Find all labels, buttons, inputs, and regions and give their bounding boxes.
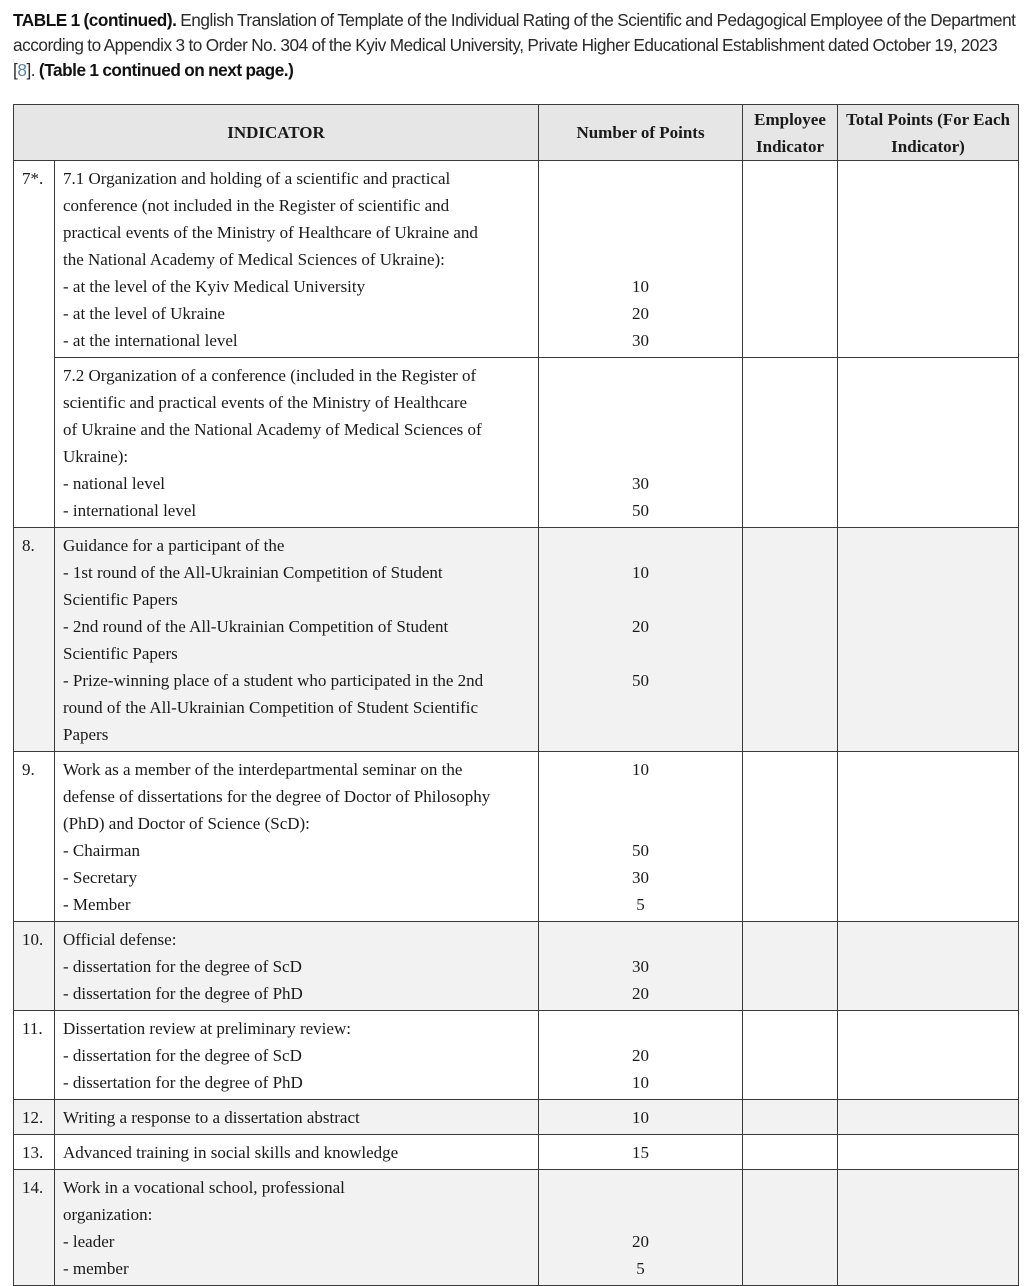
indicator-line: - Member xyxy=(63,895,131,914)
points-value xyxy=(539,783,742,810)
points-value xyxy=(539,362,742,389)
table-row xyxy=(14,1170,1019,1286)
indicator-line: round of the All-Ukrainian Competition of Student Scientific xyxy=(63,698,479,717)
table-row xyxy=(14,1100,1019,1135)
table-row xyxy=(14,528,1019,752)
points-value: 20 xyxy=(632,1046,650,1065)
indicator-cell xyxy=(55,1100,539,1135)
points-cell xyxy=(539,1100,743,1135)
table-row xyxy=(14,922,1019,1011)
points-cell xyxy=(539,752,743,922)
total-points-cell[interactable] xyxy=(838,752,1019,922)
points-value xyxy=(539,1015,742,1042)
table-body xyxy=(14,161,1019,1286)
total-points-cell[interactable] xyxy=(838,1011,1019,1100)
indicator-line: Official defense: xyxy=(63,930,177,949)
points-value xyxy=(539,532,742,559)
table-row xyxy=(14,1135,1019,1170)
points-value xyxy=(539,246,742,273)
indicator-cell xyxy=(55,1135,539,1170)
indicator-line: Ukraine): xyxy=(63,447,129,466)
row-number: 7*. xyxy=(14,161,55,528)
points-value: 50 xyxy=(632,501,650,520)
points-value: 30 xyxy=(632,957,650,976)
table-row xyxy=(14,161,1019,358)
indicator-line: Guidance for a participant of the xyxy=(63,536,285,555)
indicator-line: Advanced training in social skills and knowledge xyxy=(63,1143,399,1162)
points-value xyxy=(539,165,742,192)
total-points-cell[interactable] xyxy=(838,528,1019,752)
points-cell xyxy=(539,528,743,752)
points-value xyxy=(539,389,742,416)
table-row xyxy=(14,1011,1019,1100)
indicator-line: - Prize-winning place of a student who participated in the 2nd xyxy=(63,671,484,690)
row-number: 13. xyxy=(14,1135,55,1170)
employee-indicator-cell[interactable] xyxy=(743,1170,838,1286)
points-value: 10 xyxy=(632,1108,650,1127)
points-value xyxy=(539,1174,742,1201)
points-value: 10 xyxy=(632,1073,650,1092)
indicator-cell xyxy=(55,528,539,752)
points-value xyxy=(539,586,742,613)
points-value: 20 xyxy=(632,617,650,636)
points-value xyxy=(539,192,742,219)
employee-indicator-cell[interactable] xyxy=(743,161,838,358)
employee-indicator-cell[interactable] xyxy=(743,1135,838,1170)
points-value xyxy=(539,416,742,443)
indicator-line: conference (not included in the Register of scientific and xyxy=(63,196,450,215)
caption-label: TABLE 1 (continued). xyxy=(13,10,177,30)
indicator-cell xyxy=(55,1170,539,1286)
indicator-line: Work as a member of the interdepartmental seminar on the xyxy=(63,760,463,779)
points-value: 15 xyxy=(632,1143,650,1162)
rating-table xyxy=(13,104,1019,1286)
points-value xyxy=(539,721,742,748)
points-value xyxy=(539,640,742,667)
points-cell xyxy=(539,1011,743,1100)
indicator-line: (PhD) and Doctor of Science (ScD): xyxy=(63,814,310,833)
indicator-line: Dissertation review at preliminary review: xyxy=(63,1019,351,1038)
points-value xyxy=(539,443,742,470)
row-number: 12. xyxy=(14,1100,55,1135)
indicator-line: - at the level of Ukraine xyxy=(63,304,225,323)
total-points-cell[interactable] xyxy=(838,161,1019,358)
indicator-cell xyxy=(55,358,539,528)
row-number: 9. xyxy=(14,752,55,922)
points-value xyxy=(539,219,742,246)
points-header: Number of Points xyxy=(539,105,743,161)
table-row xyxy=(14,752,1019,922)
indicator-header: INDICATOR xyxy=(14,105,539,161)
indicator-line: - dissertation for the degree of ScD xyxy=(63,957,302,976)
points-value: 50 xyxy=(632,671,650,690)
points-cell xyxy=(539,922,743,1011)
indicator-cell xyxy=(55,752,539,922)
indicator-line: Scientific Papers xyxy=(63,590,178,609)
points-value xyxy=(539,810,742,837)
points-value xyxy=(539,926,742,953)
total-points-cell[interactable] xyxy=(838,1135,1019,1170)
indicator-line: - dissertation for the degree of ScD xyxy=(63,1046,302,1065)
points-cell xyxy=(539,1135,743,1170)
points-cell xyxy=(539,1170,743,1286)
indicator-line: 7.1 Organization and holding of a scientific and practical xyxy=(63,169,451,188)
row-number: 10. xyxy=(14,922,55,1011)
total-points-cell[interactable] xyxy=(838,1170,1019,1286)
indicator-line: defense of dissertations for the degree of Doctor of Philosophy xyxy=(63,787,491,806)
row-number: 14. xyxy=(14,1170,55,1286)
indicator-line: practical events of the Ministry of Healthcare of Ukraine and xyxy=(63,223,478,242)
indicator-line: - 1st round of the All-Ukrainian Competition of Student xyxy=(63,563,443,582)
indicator-line: - Chairman xyxy=(63,841,140,860)
points-value: 10 xyxy=(632,563,650,582)
employee-indicator-cell[interactable] xyxy=(743,358,838,528)
indicator-line: scientific and practical events of the Ministry of Healthcare xyxy=(63,393,468,412)
table-caption xyxy=(13,8,1019,83)
indicator-line: Papers xyxy=(63,725,109,744)
indicator-line: - 2nd round of the All-Ukrainian Competition of Student xyxy=(63,617,449,636)
indicator-line: - at the international level xyxy=(63,331,238,350)
total-points-cell[interactable] xyxy=(838,1100,1019,1135)
indicator-line: the National Academy of Medical Sciences of Ukraine): xyxy=(63,250,445,269)
points-value xyxy=(539,694,742,721)
points-cell xyxy=(539,161,743,358)
employee-indicator-cell[interactable] xyxy=(743,1100,838,1135)
indicator-cell xyxy=(55,922,539,1011)
indicator-line: organization: xyxy=(63,1205,153,1224)
points-value: 30 xyxy=(632,331,650,350)
points-value: 30 xyxy=(632,868,650,887)
employee-indicator-cell[interactable] xyxy=(743,752,838,922)
employee-indicator-cell[interactable] xyxy=(743,1011,838,1100)
header-row xyxy=(14,105,1019,161)
points-value: 50 xyxy=(632,841,650,860)
points-value: 10 xyxy=(632,277,650,296)
points-cell xyxy=(539,358,743,528)
indicator-line: - dissertation for the degree of PhD xyxy=(63,1073,303,1092)
total-points-cell[interactable] xyxy=(838,922,1019,1011)
indicator-line: - Secretary xyxy=(63,868,138,887)
row-number: 8. xyxy=(14,528,55,752)
points-value: 5 xyxy=(636,895,645,914)
caption-bracket: ]. xyxy=(26,60,39,80)
caption-text: English Translation of Template of the Individual Rating of the Scientific and Pedagogical Employee of the Department according to Appendix 3 to Order No. 304 of the Kyiv Medical University, Private Higher Educational Establishment dated October 19, 2023 [ xyxy=(13,10,1016,80)
total-points-header: Total Points (For Each Indicator) xyxy=(838,105,1019,161)
employee-indicator-header: Employee Indicator xyxy=(743,105,838,161)
points-value: 30 xyxy=(632,474,650,493)
indicator-line: - national level xyxy=(63,474,165,493)
indicator-cell xyxy=(55,161,539,358)
total-points-cell[interactable] xyxy=(838,358,1019,528)
indicator-line: - dissertation for the degree of PhD xyxy=(63,984,303,1003)
indicator-line: of Ukraine and the National Academy of Medical Sciences of xyxy=(63,420,482,439)
points-value: 20 xyxy=(632,984,650,1003)
points-value: 20 xyxy=(632,304,650,323)
indicator-line: - member xyxy=(63,1259,129,1278)
employee-indicator-cell[interactable] xyxy=(743,922,838,1011)
indicator-line: Scientific Papers xyxy=(63,644,178,663)
indicator-line: Writing a response to a dissertation abstract xyxy=(63,1108,360,1127)
citation-link[interactable]: 8 xyxy=(17,60,27,80)
indicator-cell xyxy=(55,1011,539,1100)
indicator-line: - leader xyxy=(63,1232,115,1251)
row-number: 11. xyxy=(14,1011,55,1100)
points-value: 5 xyxy=(636,1259,645,1278)
indicator-line: Work in a vocational school, professional xyxy=(63,1178,345,1197)
points-value: 20 xyxy=(632,1232,650,1251)
points-value: 10 xyxy=(632,760,650,779)
indicator-line: - international level xyxy=(63,501,197,520)
indicator-line: 7.2 Organization of a conference (included in the Register of xyxy=(63,366,477,385)
employee-indicator-cell[interactable] xyxy=(743,528,838,752)
caption-continued-note: (Table 1 continued on next page.) xyxy=(38,60,294,80)
indicator-line: - at the level of the Kyiv Medical University xyxy=(63,277,366,296)
points-value xyxy=(539,1201,742,1228)
table-row xyxy=(14,358,1019,528)
